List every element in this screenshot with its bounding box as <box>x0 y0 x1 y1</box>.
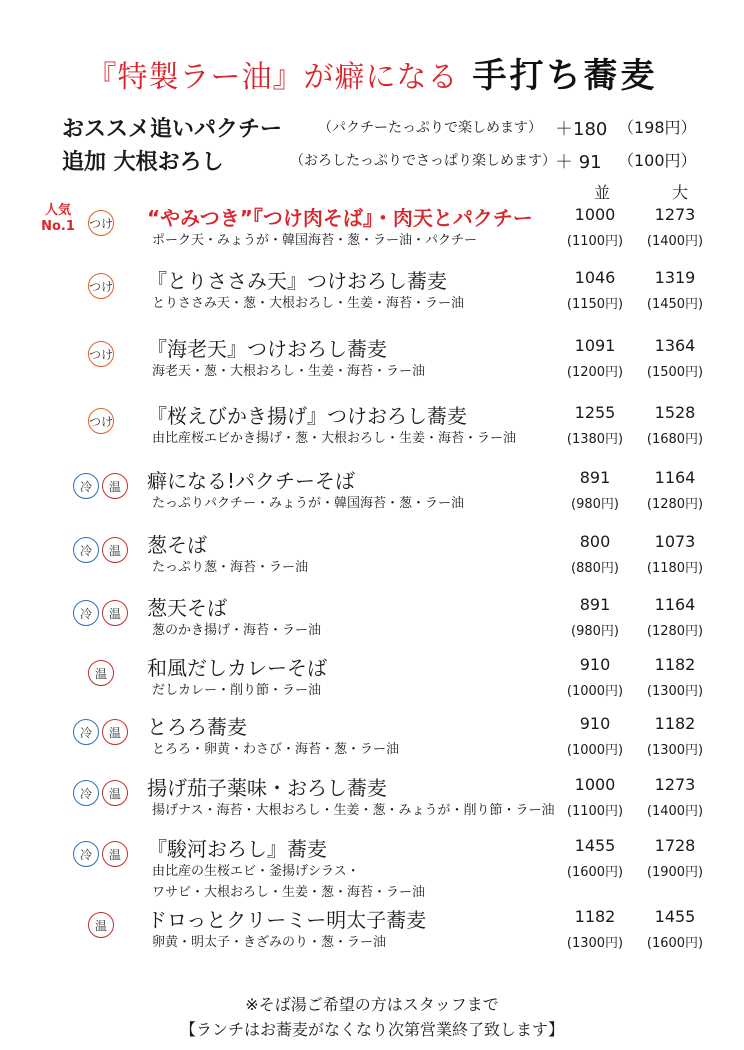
addon-name-daikon: 追加 大根おろし <box>62 150 224 175</box>
price-regular-tax-incl: (1380円) <box>566 432 624 447</box>
title-main: 手打ち蕎麦 <box>472 56 658 96</box>
price-regular: 1091 <box>574 336 616 355</box>
price-regular: 1000 <box>574 205 616 224</box>
addon-note-pakuchi: （パクチーたっぷりで楽しめます） <box>318 120 542 136</box>
price-regular-tax-incl: (1600円) <box>566 865 624 880</box>
menu-item-description: 葱のかき揚げ・海苔・ラー油 <box>152 623 322 638</box>
hot-badge: 温 <box>102 600 128 626</box>
hot-badge: 温 <box>102 719 128 745</box>
price-regular-tax-incl: (1000円) <box>566 743 624 758</box>
menu-item-name: 葱天そば <box>147 596 227 620</box>
hot-badge: 温 <box>102 473 128 499</box>
price-large-tax-incl: (1680円) <box>646 432 704 447</box>
menu-item-name: ドロっとクリーミー明太子蕎麦 <box>147 908 427 932</box>
menu-item-description: 由比産の生桜エビ・釜揚げシラス・ <box>152 864 360 879</box>
cold-badge: 冷 <box>73 537 99 563</box>
price-large: 1528 <box>654 403 696 422</box>
menu-item-name: “やみつき”『つけ肉そば』・肉天とパクチー <box>147 206 533 230</box>
title-tagline: 『特製ラー油』が癖になる <box>86 60 459 95</box>
menu-item-name: 揚げ茄子薬味・おろし蕎麦 <box>147 776 387 800</box>
hot-badge: 温 <box>102 841 128 867</box>
menu-item-description: たっぷり葱・海苔・ラー油 <box>152 560 309 575</box>
cold-badge: 冷 <box>73 600 99 626</box>
price-regular-tax-incl: (880円) <box>571 561 619 576</box>
price-regular-tax-incl: (980円) <box>571 497 619 512</box>
cold-badge: 冷 <box>73 473 99 499</box>
price-large-tax-incl: (1400円) <box>646 804 704 819</box>
column-header-regular: 並 <box>594 183 611 202</box>
menu-item-description: 卵黄・明太子・きざみのり・葱・ラー油 <box>152 935 387 950</box>
menu-item-name: 和風だしカレーそば <box>147 656 327 680</box>
popular-badge-line2: No.1 <box>41 219 75 234</box>
tsuke-badge: つけ <box>88 408 114 434</box>
addon-name-pakuchi: おススメ追いパクチー <box>62 117 283 142</box>
price-large-tax-incl: (1450円) <box>646 297 704 312</box>
price-large: 1164 <box>654 595 696 614</box>
price-regular: 891 <box>579 595 611 614</box>
price-large-tax-incl: (1600円) <box>646 936 704 951</box>
price-large-tax-incl: (1900円) <box>646 865 704 880</box>
menu-item-description-2: ワサビ・大根おろし・生姜・葱・海苔・ラー油 <box>152 885 426 900</box>
price-large-tax-incl: (1300円) <box>646 743 704 758</box>
tsuke-badge: つけ <box>88 273 114 299</box>
price-large: 1455 <box>654 907 696 926</box>
price-regular: 891 <box>579 468 611 487</box>
tsuke-badge: つけ <box>88 210 114 236</box>
menu-item-name: 癖になる!パクチーそば <box>147 469 356 493</box>
menu-item-name: とろろ蕎麦 <box>147 715 247 739</box>
price-large-tax-incl: (1280円) <box>646 624 704 639</box>
price-regular: 910 <box>579 714 611 733</box>
price-large: 1728 <box>654 836 696 855</box>
price-large: 1073 <box>654 532 696 551</box>
hot-badge: 温 <box>88 912 114 938</box>
menu-item-name: 『とりささみ天』つけおろし蕎麦 <box>147 269 447 293</box>
price-regular-tax-incl: (1100円) <box>566 234 624 249</box>
price-regular: 910 <box>579 655 611 674</box>
price-regular-tax-incl: (1100円) <box>566 804 624 819</box>
page-title <box>0 48 744 97</box>
footer-note: ※そば湯ご希望の方はスタッフまで <box>245 995 499 1014</box>
addon-note-daikon: （おろしたっぷりでさっぱり楽しめます） <box>290 153 556 169</box>
cold-badge: 冷 <box>73 719 99 745</box>
menu-item-description: 海老天・葱・大根おろし・生姜・海苔・ラー油 <box>152 364 426 379</box>
menu-item-description: だしカレー・削り節・ラー油 <box>152 683 322 698</box>
price-large-tax-incl: (1500円) <box>646 365 704 380</box>
price-large: 1182 <box>654 714 696 733</box>
price-large-tax-incl: (1180円) <box>646 561 704 576</box>
price-regular: 1000 <box>574 775 616 794</box>
hot-badge: 温 <box>88 660 114 686</box>
price-regular-tax-incl: (1150円) <box>566 297 624 312</box>
price-regular: 1255 <box>574 403 616 422</box>
menu-item-name: 『海老天』つけおろし蕎麦 <box>147 337 387 361</box>
menu-item-description: とろろ・卵黄・わさび・海苔・葱・ラー油 <box>152 742 400 757</box>
addon-tax-pakuchi: （198円） <box>618 118 697 137</box>
price-large-tax-incl: (1300円) <box>646 684 704 699</box>
price-regular: 1182 <box>574 907 616 926</box>
price-large-tax-incl: (1400円) <box>646 234 704 249</box>
popular-badge-line1: 人気 <box>44 203 71 218</box>
menu-item-name: 『桜えびかき揚げ』つけおろし蕎麦 <box>147 404 467 428</box>
price-regular: 800 <box>579 532 611 551</box>
price-regular: 1455 <box>574 836 616 855</box>
cold-badge: 冷 <box>73 780 99 806</box>
price-regular-tax-incl: (1300円) <box>566 936 624 951</box>
menu-item-description: ポーク天・みょうが・韓国海苔・葱・ラー油・パクチー <box>152 233 478 248</box>
price-regular-tax-incl: (980円) <box>571 624 619 639</box>
price-regular-tax-incl: (1200円) <box>566 365 624 380</box>
menu-item-description: 揚げナス・海苔・大根おろし・生姜・葱・みょうが・削り節・ラー油 <box>152 803 555 818</box>
price-large: 1364 <box>654 336 696 355</box>
price-large-tax-incl: (1280円) <box>646 497 704 512</box>
menu-item-description: とりささみ天・葱・大根おろし・生姜・海苔・ラー油 <box>152 296 465 311</box>
footer-lunch-note: 【ランチはお蕎麦がなくなり次第営業終了致します】 <box>179 1020 564 1039</box>
cold-badge: 冷 <box>73 841 99 867</box>
hot-badge: 温 <box>102 537 128 563</box>
price-regular-tax-incl: (1000円) <box>566 684 624 699</box>
price-large: 1182 <box>654 655 696 674</box>
menu-item-name: 葱そば <box>147 533 207 557</box>
popular-badge <box>38 203 78 235</box>
price-large: 1319 <box>654 268 696 287</box>
menu-item-description: たっぷりパクチー・みょうが・韓国海苔・葱・ラー油 <box>152 496 465 511</box>
column-header-large: 大 <box>672 183 689 202</box>
hot-badge: 温 <box>102 780 128 806</box>
addon-price-pakuchi: ＋180 <box>555 119 608 140</box>
addon-tax-daikon: （100円） <box>618 151 697 170</box>
tsuke-badge: つけ <box>88 341 114 367</box>
menu-item-name: 『駿河おろし』蕎麦 <box>147 837 327 861</box>
price-large: 1273 <box>654 775 696 794</box>
price-large: 1164 <box>654 468 696 487</box>
menu-item-description: 由比産桜エビかき揚げ・葱・大根おろし・生姜・海苔・ラー油 <box>152 431 517 446</box>
addon-price-daikon: ＋ 91 <box>555 152 602 173</box>
price-large: 1273 <box>654 205 696 224</box>
price-regular: 1046 <box>574 268 616 287</box>
